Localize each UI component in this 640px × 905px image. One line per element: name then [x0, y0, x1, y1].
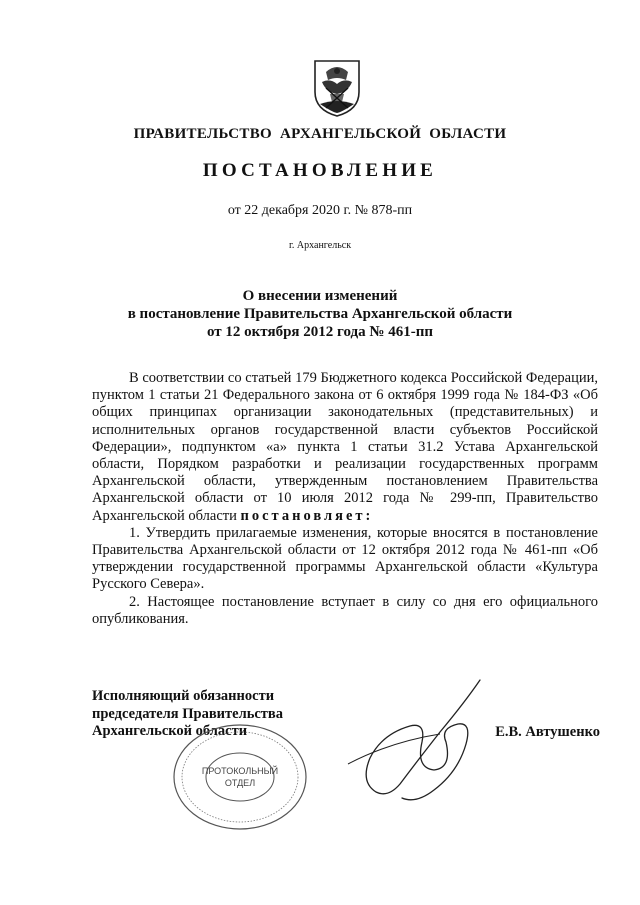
- handwritten-signature-icon: [330, 672, 500, 812]
- official-seal-stamp-icon: [170, 722, 310, 832]
- seal-text-line-2: ОТДЕЛ: [224, 778, 256, 788]
- coat-of-arms-emblem-icon: [312, 58, 362, 118]
- subject-line-1: О внесении изменений: [242, 288, 398, 304]
- subject-line-2: в постановление Правительства Архангельской области: [127, 306, 513, 322]
- document-subject: [0, 287, 640, 341]
- body-paragraph-2: 1. Утвердить прилагаемые изменения, которые вносятся в постановление Правительства Архангельской области от 12 октября 2012 года № 461-пп «Об утверждении государственной программы Архангельской области «Культура Русского Севера».: [92, 524, 598, 593]
- organization-name: ПРАВИТЕЛЬСТВО АРХАНГЕЛЬСКОЙ ОБЛАСТИ: [133, 126, 507, 142]
- document-body: [92, 370, 598, 628]
- signer-position-line-3: Архангельской области: [92, 723, 248, 739]
- resolution-keyword: постановляет:: [240, 507, 374, 524]
- body-paragraph-3: 2. Настоящее постановление вступает в силу со дня его официального опубликования.: [92, 593, 598, 627]
- signer-position-line-1: Исполняющий обязанности: [92, 688, 275, 704]
- signer-name: Е.В. Автушенко: [495, 724, 600, 740]
- body-paragraph-1-text: В соответствии со статьей 179 Бюджетного кодекса Российской Федерации, пунктом 1 статьи 21 Федерального закона от 6 октября 1999 года № 184-ФЗ «Об общих принципах организации законодательных (представительных) и исполнительных органов государственной власти субъектов Российской Федерации», подпунктом «а» пункта 1 статьи 31.2 Устава Архангельской области, Порядком разработки и реализации государственных программ Архангельской области, утвержденным постановлением Правительства Архангельской области от 10 июля 2012 года № 299-пп, Правительство Архангельской области: [92, 370, 598, 524]
- seal-text-line-1: ПРОТОКОЛЬНЫЙ: [201, 766, 279, 776]
- document-date-number: от 22 декабря 2020 г. № 878-пп: [227, 203, 413, 218]
- signer-position-line-2: председателя Правительства: [92, 705, 284, 722]
- body-paragraph-1: [92, 370, 598, 525]
- subject-line-3: от 12 октября 2012 года № 461-пп: [206, 324, 433, 340]
- document-type: ПОСТАНОВЛЕНИЕ: [202, 160, 438, 181]
- document-city: г. Архангельск: [288, 240, 352, 251]
